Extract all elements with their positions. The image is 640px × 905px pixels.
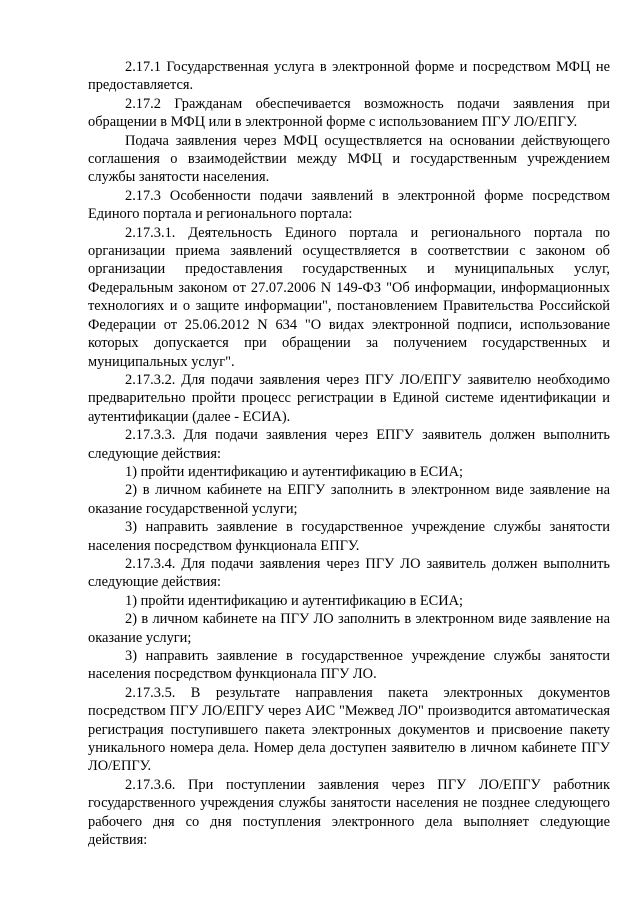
paragraph-mfc-agreement: Подача заявления через МФЦ осуществляется на основании действующего соглашения о взаимодействии между МФЦ и государственным учреждением службы занятости населения. [88,132,610,186]
paragraph-2-17-3-4: 2.17.3.4. Для подачи заявления через ПГУ ЛО заявитель должен выполнить следующие действия: [88,555,610,591]
paragraph-2-17-3-5: 2.17.3.5. В результате направления пакета электронных документов посредством ПГУ ЛО/ЕПГУ через АИС "Межвед ЛО" производится автоматическая регистрация поступившего пакета электронных документов и присвоение пакету уникального номера дела. Номер дела доступен заявителю в личном кабинете ПГУ ЛО/ЕПГУ. [88,684,610,775]
document-body [88,58,610,849]
list-item-epgu-step-1: 1) пройти идентификацию и аутентификацию в ЕСИА; [125,463,464,480]
list-item-pgu-lo-step-1: 1) пройти идентификацию и аутентификацию в ЕСИА; [125,592,464,609]
paragraph-2-17-3-3: 2.17.3.3. Для подачи заявления через ЕПГУ заявитель должен выполнить следующие действия: [88,427,610,462]
paragraph-2-17-2: 2.17.2 Гражданам обеспечивается возможность подачи заявления при обращении в МФЦ или в электронной форме с использованием ПГУ ЛО/ЕПГУ. [88,95,610,131]
list-item-epgu-step-3: 3) направить заявление в государственное учреждение службы занятости населения посредством функционала ЕПГУ. [88,519,610,554]
list-item-epgu-step-2: 2) в личном кабинете на ЕПГУ заполнить в электронном виде заявление на оказание государственной услуги; [88,482,610,517]
paragraph-2-17-3-6: 2.17.3.6. При поступлении заявления через ПГУ ЛО/ЕПГУ работник государственного учреждения службы занятости населения не позднее следующего рабочего дня со дня поступления электронного дела выполняет следующие действия: [88,776,610,849]
paragraph-2-17-1: 2.17.1 Государственная услуга в электронной форме и посредством МФЦ не предоставляется. [88,59,610,94]
list-item-pgu-lo-step-2: 2) в личном кабинете на ПГУ ЛО заполнить в электронном виде заявление на оказание услуги; [88,611,610,646]
paragraph-2-17-3: 2.17.3 Особенности подачи заявлений в электронной форме посредством Единого портала и регионального портала: [88,187,610,223]
paragraph-2-17-3-2: 2.17.3.2. Для подачи заявления через ПГУ ЛО/ЕПГУ заявителю необходимо предварительно пройти процесс регистрации в Единой системе идентификации и аутентификации (далее - ЕСИА). [88,371,610,425]
list-item-pgu-lo-step-3: 3) направить заявление в государственное учреждение службы занятости населения посредством функционала ПГУ ЛО. [88,648,610,683]
paragraph-2-17-3-1: 2.17.3.1. Деятельность Единого портала и регионального портала по организации приема заявлений осуществляется в соответствии с законом об организации предоставления государственных и муниципальных услуг, Федеральным законом от 27.07.2006 N 149-ФЗ "Об информации, информационных технологиях и о защите информации", постановлением Правительства Российской Федерации от 25.06.2012 N 634 "О видах электронной подписи, использование которых допускается при обращении за получением государственных и муниципальных услуг". [88,224,610,370]
